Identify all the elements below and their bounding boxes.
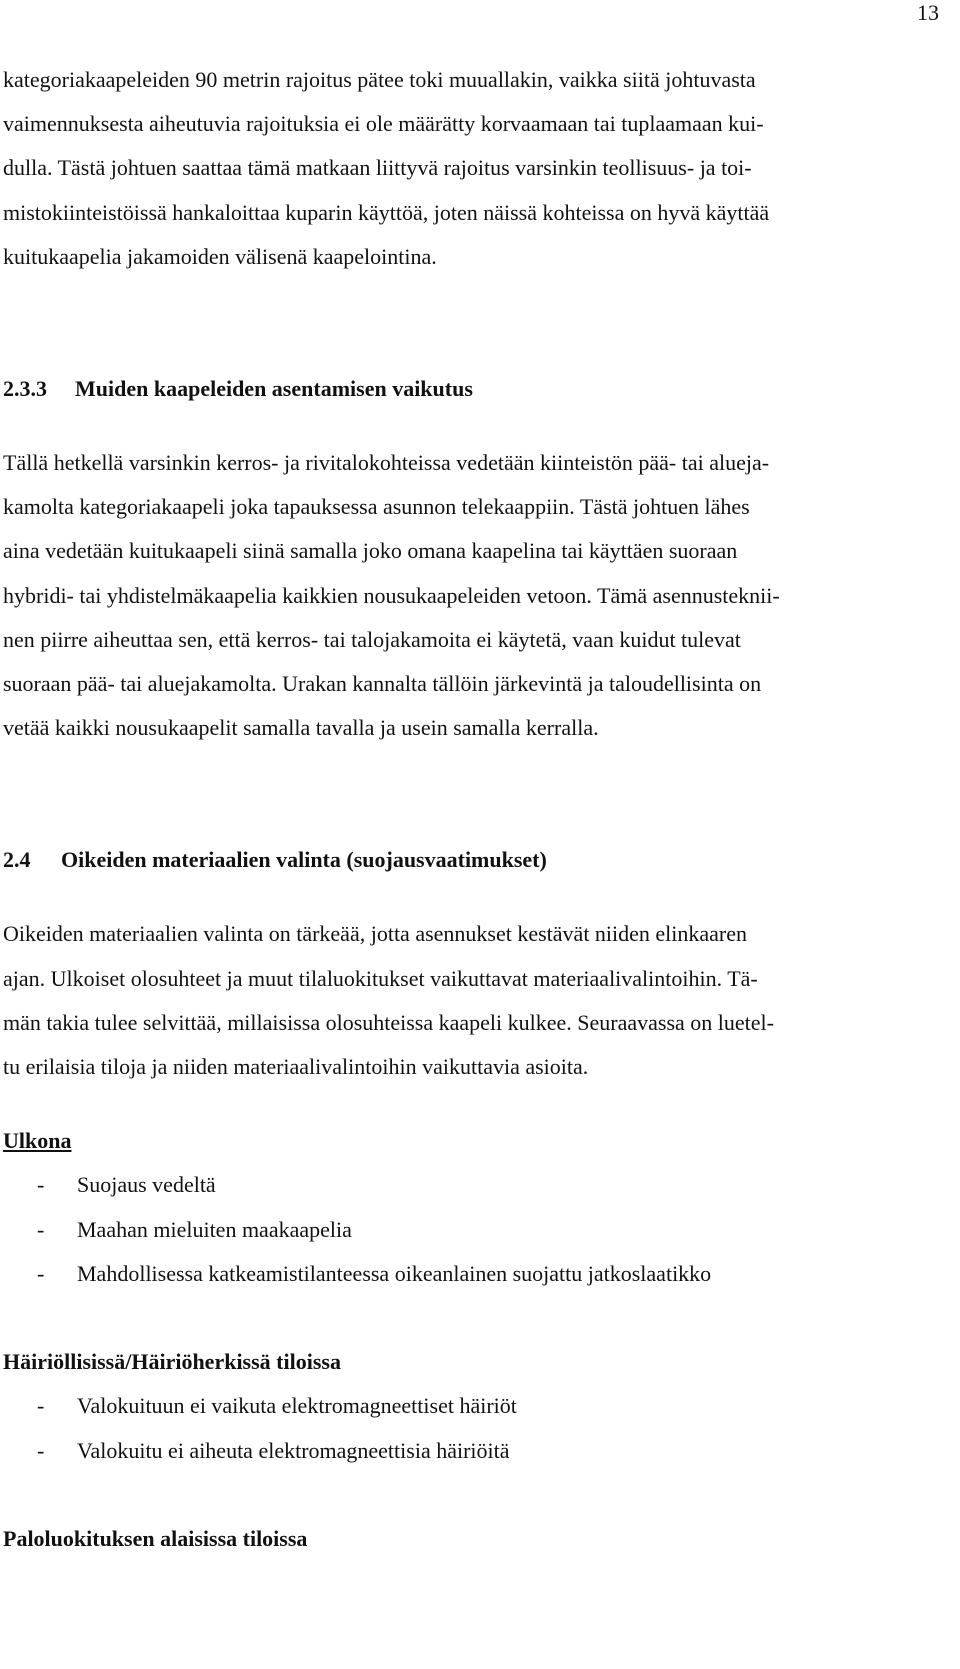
list-item: - Mahdollisessa katkeamistilanteessa oikeanlainen suojattu jatkoslaatikko bbox=[3, 1252, 898, 1296]
intro-paragraph: kategoriakaapeleiden 90 metrin rajoitus pätee toki muuallakin, vaikka siitä johtuvasta vaimennuksesta aiheutuvia rajoituksia ei ole määrätty korvaamaan tai tuplaamaan kui- dulla. Tästä johtuen saattaa tämä matkaan liittyvä rajoitus varsinkin teollisuus- ja toi- mistokiinteistöissä hankaloittaa kuparin käyttöä, joten näissä kohteissa on hyvä käyttää kuitukaapelia jakamoiden välisenä kaapelointina. bbox=[3, 67, 770, 269]
page-number: 13 bbox=[917, 0, 939, 25]
list-interference bbox=[3, 1384, 898, 1473]
dash-marker: - bbox=[37, 1393, 45, 1419]
section-title: Oikeiden materiaalien valinta (suojausvaatimukset) bbox=[61, 847, 547, 873]
page-content bbox=[3, 58, 898, 1561]
section-number: 2.3.3 bbox=[3, 376, 47, 402]
section-heading-2-4 bbox=[3, 838, 898, 882]
list-item: - Valokuitu ei aiheuta elektromagneettisia häiriöitä bbox=[3, 1429, 898, 1473]
dash-marker: - bbox=[37, 1437, 45, 1463]
section-number: 2.4 bbox=[3, 847, 31, 873]
list-outdoors bbox=[3, 1163, 898, 1296]
dash-marker: - bbox=[37, 1216, 45, 1242]
list-item: - Suojaus vedeltä bbox=[3, 1163, 898, 1207]
section-2-3-3-paragraph: Tällä hetkellä varsinkin kerros- ja rivitalokohteissa vedetään kiinteistön pää- tai alueja- kamolta kategoriakaapeli joka tapauksessa asunnon telekaappiin. Tästä johtuen lähes aina vedetään kuitukaapeli siinä samalla joko omana kaapelina tai käyttäen suoraan hybridi- tai yhdistelmäkaapelia kaikkien nousukaapeleiden vetoon. Tämä asennusteknii- nen piirre aiheuttaa sen, että kerros- tai talojakamoita ei käytetä, vaan kuidut tulevat suoraan pää- tai aluejakamolta. Urakan kannalta tällöin järkevintä ja taloudellisinta on vetää kaikki nousukaapelit samalla tavalla ja usein samalla kerralla. bbox=[3, 450, 780, 741]
dash-marker: - bbox=[37, 1172, 45, 1198]
section-heading-2-3-3 bbox=[3, 367, 898, 411]
list-heading-outdoors: Ulkona bbox=[3, 1128, 72, 1154]
list-heading-fire-classified: Paloluokituksen alaisissa tiloissa bbox=[3, 1526, 308, 1552]
list-item: - Maahan mieluiten maakaapelia bbox=[3, 1208, 898, 1252]
section-2-4-paragraph: Oikeiden materiaalien valinta on tärkeää, jotta asennukset kestävät niiden elinkaaren ajan. Ulkoiset olosuhteet ja muut tilaluokitukset vaikuttavat materiaalivalintoihin. Tä- män takia tulee selvittää, millaisissa olosuhteissa kaapeli kulkee. Seuraavassa on luetel- tu erilaisia tiloja ja niiden materiaalivalintoihin vaikuttavia asioita. bbox=[3, 921, 774, 1080]
section-title: Muiden kaapeleiden asentamisen vaikutus bbox=[75, 376, 473, 402]
list-item: - Valokuituun ei vaikuta elektromagneettiset häiriöt bbox=[3, 1384, 898, 1428]
dash-marker: - bbox=[37, 1261, 45, 1287]
list-heading-interference: Häiriöllisissä/Häiriöherkissä tiloissa bbox=[3, 1349, 341, 1375]
